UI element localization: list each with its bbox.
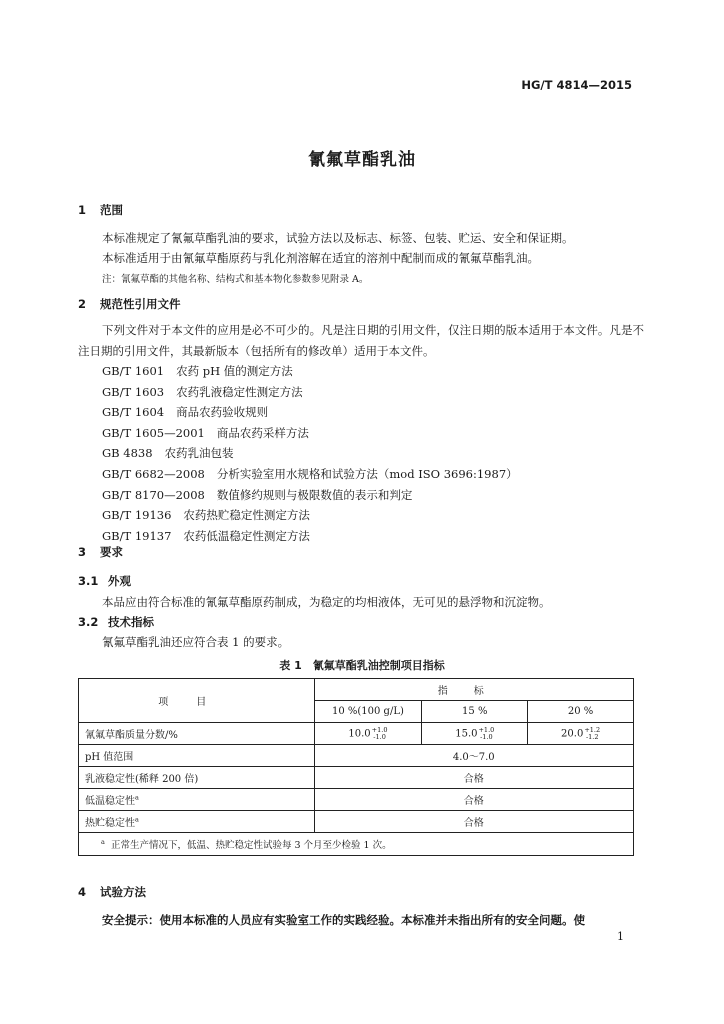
table-row	[79, 789, 634, 811]
technical-index-text: 氰氟草酯乳油还应符合表 1 的要求。	[102, 635, 290, 649]
reference-item	[102, 382, 518, 403]
tolerance	[478, 727, 494, 741]
row-label	[79, 811, 315, 833]
subsection-3-1-heading	[78, 573, 131, 589]
item-header: 项目	[79, 679, 315, 723]
table-cell: 4.0～7.0	[314, 745, 633, 767]
section-title: 规范性引用文件	[100, 297, 181, 311]
tolerance	[372, 727, 388, 741]
section-number: 1	[78, 203, 87, 217]
section-title: 范围	[100, 203, 123, 217]
document-title: 氰氟草酯乳油	[308, 150, 416, 170]
reference-code: GB/T 1601	[102, 364, 165, 378]
reference-code: GB/T 6682—2008	[102, 466, 205, 481]
reference-title: 农药乳油包装	[164, 446, 234, 461]
reference-title: 农药乳液稳定性测定方法	[176, 384, 303, 399]
section-2-heading	[78, 296, 181, 312]
reference-code: GB/T 19136	[102, 508, 172, 523]
reference-item	[102, 505, 518, 526]
nominal-value: 10.0	[348, 728, 371, 739]
section-number: 4	[78, 885, 87, 899]
row-label-text: 低温稳定性	[85, 796, 135, 807]
table-cell: 合格	[314, 789, 633, 811]
table-header-row	[79, 679, 634, 701]
section-number: 3	[78, 545, 87, 559]
tolerance-plus: +1.2	[584, 725, 601, 734]
subsection-number: 3.2	[78, 615, 99, 629]
section-number: 2	[78, 297, 87, 311]
scope-note: 注：氰氟草酯的其他名称、结构式和基本物化参数参见附录 A。	[102, 274, 369, 285]
reference-code: GB/T 8170—2008	[102, 487, 205, 502]
table-row	[79, 767, 634, 789]
page-number: 1	[617, 930, 624, 943]
row-label: 乳液稳定性(稀释 200 倍)	[79, 767, 315, 789]
tolerance-minus: -1.2	[585, 732, 599, 741]
column-header: 20 %	[528, 701, 634, 723]
table-cell	[314, 723, 422, 745]
tolerance-plus: +1.0	[478, 725, 495, 734]
table-caption: 表 1 氰氟草酯乳油控制项目指标	[279, 659, 445, 672]
footnote-marker: a	[101, 837, 105, 846]
reference-title: 商品农药采样方法	[216, 425, 309, 440]
row-label-text: 热贮稳定性	[85, 818, 135, 829]
reference-title: 数值修约规则与极限数值的表示和判定	[216, 487, 413, 502]
nominal-value: 20.0	[561, 728, 584, 739]
appearance-text: 本品应由符合标准的氰氟草酯原药制成，为稳定的均相液体，无可见的悬浮物和沉淀物。	[102, 595, 551, 609]
subsection-title: 外观	[108, 574, 131, 588]
reference-code: GB 4838	[102, 446, 153, 461]
reference-item	[102, 402, 518, 423]
table-row	[79, 723, 634, 745]
spec-table	[78, 678, 634, 856]
section-1-heading	[78, 202, 123, 218]
table-cell: 合格	[314, 811, 633, 833]
scope-paragraph-2: 本标准适用于由氰氟草酯原药与乳化剂溶解在适宜的溶剂中配制而成的氰氟草酯乳油。	[102, 251, 539, 265]
reference-code: GB/T 1605—2001	[102, 425, 205, 440]
reference-code: GB/T 1604	[102, 405, 165, 420]
table-cell	[422, 723, 528, 745]
row-label	[79, 789, 315, 811]
subsection-number: 3.1	[78, 574, 99, 588]
indicator-header: 指标	[314, 679, 633, 701]
reference-title: 农药低温稳定性测定方法	[183, 528, 310, 543]
section-3-heading	[78, 544, 123, 560]
tolerance	[584, 727, 600, 741]
nominal-value: 15.0	[455, 728, 478, 739]
table-footnote	[79, 833, 634, 856]
table-cell	[528, 723, 634, 745]
section-4-heading	[78, 884, 146, 900]
footnote-marker: a	[135, 793, 139, 802]
scope-paragraph-1: 本标准规定了氰氟草酯乳油的要求，试验方法以及标志、标签、包装、贮运、安全和保证期。	[102, 231, 574, 245]
reference-item	[102, 423, 518, 444]
reference-title: 农药 pH 值的测定方法	[176, 364, 293, 378]
subsection-3-2-heading	[78, 614, 154, 630]
table-row	[79, 745, 634, 767]
subsection-title: 技术指标	[108, 615, 154, 629]
reference-code: GB/T 19137	[102, 528, 172, 543]
references-paragraph: 下列文件对于本文件的应用是必不可少的。凡是注日期的引用文件，仅注日期的版本适用于本文件。凡是不注日期的引用文件，其最新版本（包括所有的修改单）适用于本文件。	[78, 323, 644, 358]
table-footnote-row	[79, 833, 634, 856]
reference-item	[102, 526, 518, 547]
row-label: pH 值范围	[79, 745, 315, 767]
row-label: 氰氟草酯质量分数/%	[79, 723, 315, 745]
footnote-marker: a	[135, 815, 139, 824]
reference-item	[102, 485, 518, 506]
column-header: 10 %(100 g/L)	[314, 701, 422, 723]
column-header: 15 %	[422, 701, 528, 723]
tolerance-minus: -1.0	[480, 732, 493, 741]
reference-item	[102, 464, 518, 485]
tolerance-plus: +1.0	[371, 725, 388, 734]
section-title: 试验方法	[100, 885, 146, 899]
section-title: 要求	[100, 545, 123, 559]
reference-item	[102, 443, 518, 464]
table-row	[79, 811, 634, 833]
table-cell: 合格	[314, 767, 633, 789]
tolerance-minus: -1.0	[373, 732, 386, 741]
reference-title: 商品农药验收规则	[176, 405, 269, 420]
reference-title: 农药热贮稳定性测定方法	[183, 508, 310, 523]
reference-list	[102, 361, 518, 546]
safety-notice: 安全提示：使用本标准的人员应有实验室工作的实践经验。本标准并未指出所有的安全问题。使	[102, 913, 585, 927]
standard-number: HG/T 4814—2015	[521, 78, 632, 92]
reference-code: GB/T 1603	[102, 384, 165, 399]
reference-item	[102, 361, 518, 382]
reference-title: 分析实验室用水规格和试验方法（mod ISO 3696:1987）	[216, 466, 518, 481]
footnote-text: 正常生产情况下，低温、热贮稳定性试验每 3 个月至少检验 1 次。	[110, 840, 392, 851]
